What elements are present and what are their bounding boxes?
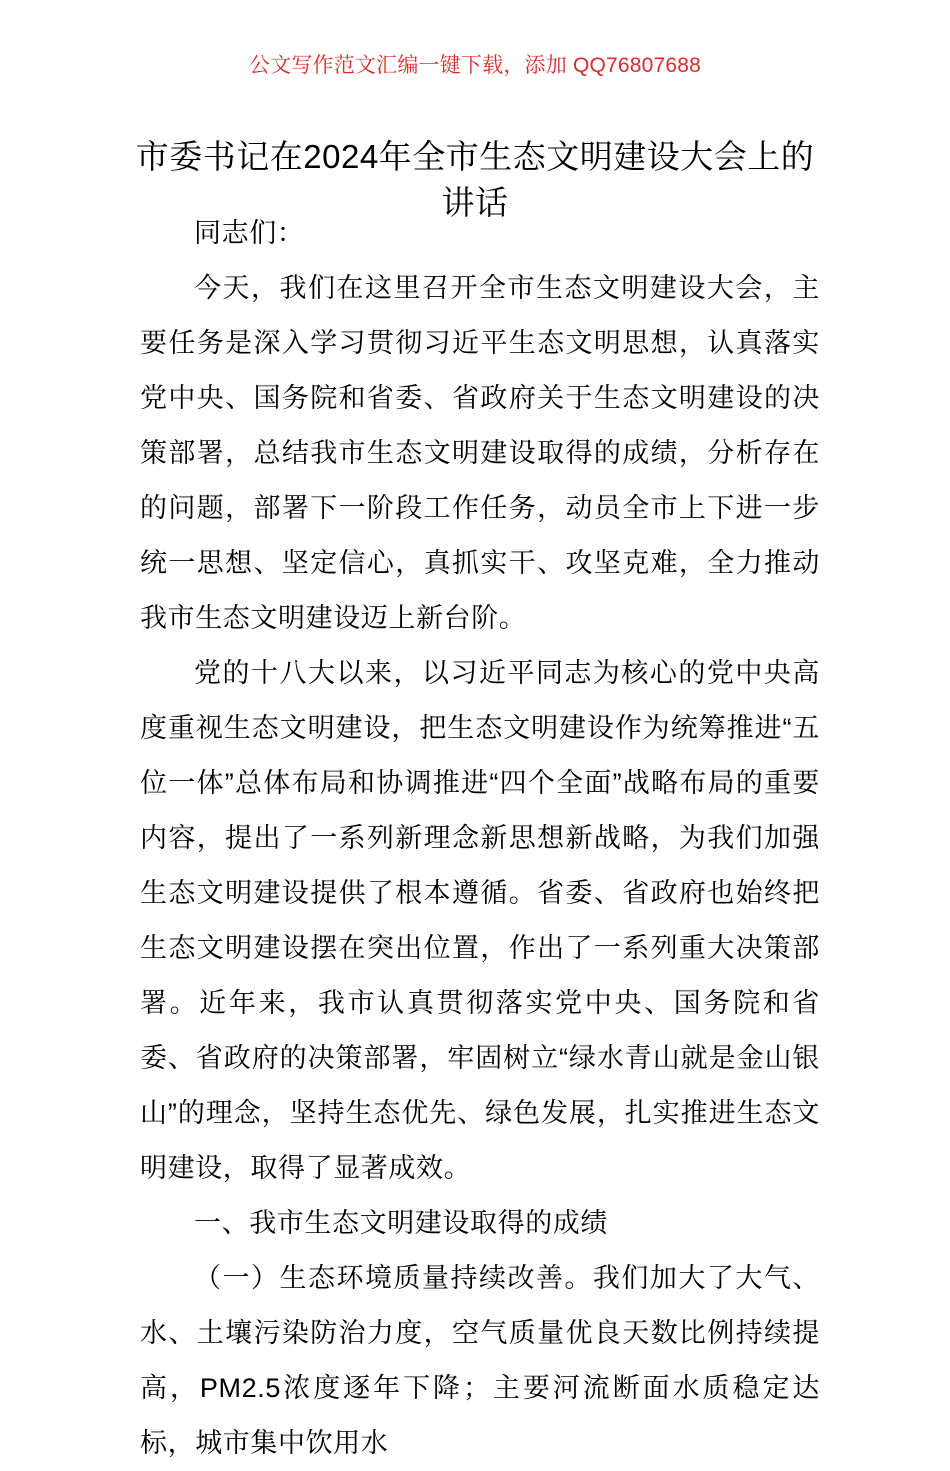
paragraph-body-3: （一）生态环境质量持续改善。我们加大了大气、水、土壤污染防治力度，空气质量优良天数比例持续提高，PM2.5浓度逐年下降；主要河流断面水质稳定达标，城市集中饮用水 [140, 1263, 820, 1458]
document-body [140, 206, 820, 1471]
promo-header-text: 公文写作范文汇编一键下载，添加 QQ76807688 [248, 54, 702, 77]
paragraph-body-1: 今天，我们在这里召开全市生态文明建设大会，主要任务是深入学习贯彻习近平生态文明思想，认真落实党中央、国务院和省委、省政府关于生态文明建设的决策部署，总结我市生态文明建设取得的成绩，分析存在的问题，部署下一阶段工作任务，动员全市上下进一步统一思想、坚定信心，真抓实干、攻坚克难，全力推动我市生态文明建设迈上新台阶。 [140, 273, 820, 633]
paragraph-body-2: 党的十八大以来，以习近平同志为核心的党中央高度重视生态文明建设，把生态文明建设作为统筹推进“五位一体”总体布局和协调推进“四个全面”战略布局的重要内容，提出了一系列新理念新思想新战略，为我们加强生态文明建设提供了根本遵循。省委、省政府也始终把生态文明建设摆在突出位置，作出了一系列重大决策部署。近年来，我市认真贯彻落实党中央、国务院和省委、省政府的决策部署，牢固树立“绿水青山就是金山银山”的理念，坚持生态优先、绿色发展，扎实推进生态文明建设，取得了显著成效。 [140, 658, 820, 1183]
paragraph-salutation: 同志们： [194, 218, 305, 248]
document-title: 市委书记在2024年全市生态文明建设大会上的讲话 [135, 138, 815, 222]
section-heading-1: 一、我市生态文明建设取得的成绩 [194, 1208, 608, 1238]
